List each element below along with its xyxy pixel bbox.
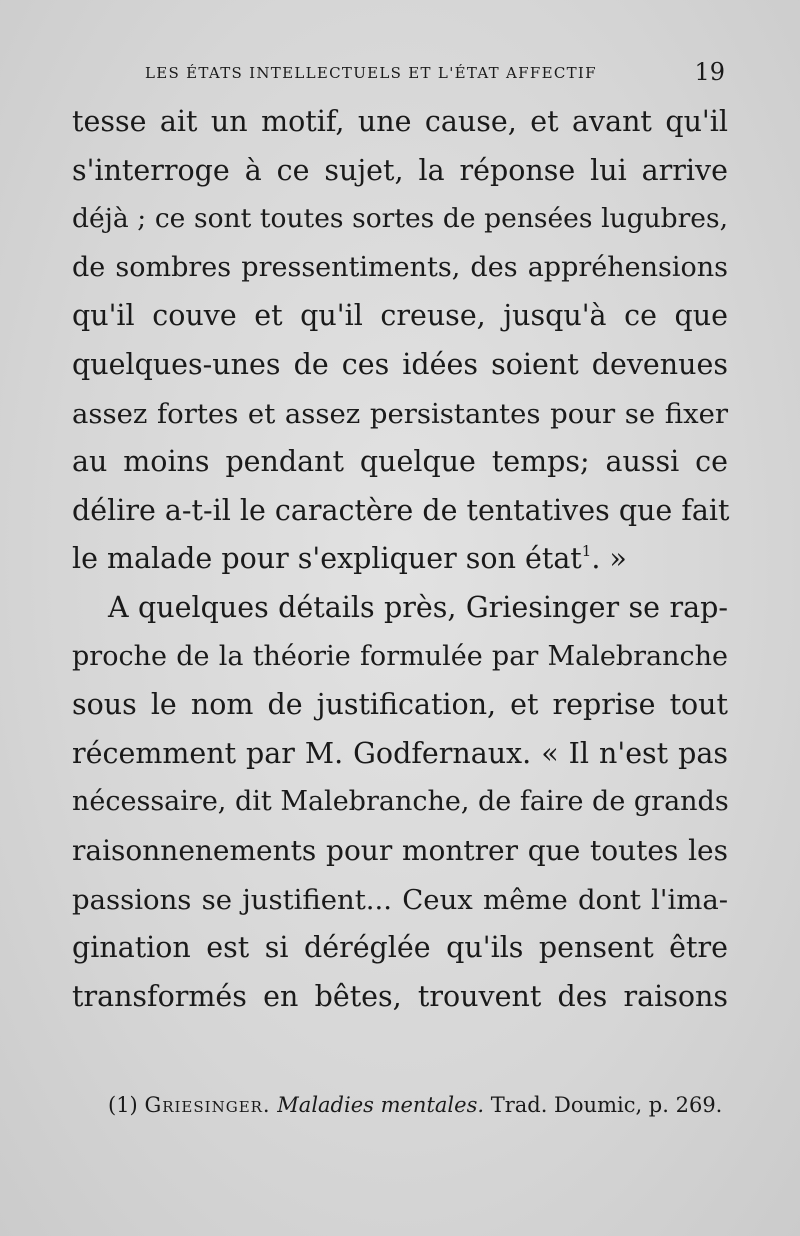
footnote-author: Griesinger. xyxy=(144,1093,271,1117)
text-line: qu'il couve et qu'il creuse, jusqu'à ce que xyxy=(72,299,728,333)
running-title: LES ÉTATS INTELLECTUELS ET L'ÉTAT AFFECTIF xyxy=(145,64,597,82)
footnote xyxy=(108,1093,728,1117)
text-line: assez fortes et assez persistantes pour se fixer xyxy=(72,397,728,430)
page-number: 19 xyxy=(694,58,725,86)
footnote-title: Maladies mentales. xyxy=(277,1093,485,1117)
footnote-reference[interactable]: 1 xyxy=(581,542,592,561)
text-line: nécessaire, dit Malebranche, de faire de grands xyxy=(72,786,729,818)
running-head xyxy=(145,58,725,88)
text-line: gination est si déréglée qu'ils pensent être xyxy=(72,931,728,965)
text-line: au moins pendant quelque temps; aussi ce xyxy=(72,445,728,479)
line-text: le malade pour s'expliquer son état xyxy=(72,542,582,576)
body-text xyxy=(72,98,728,1021)
text-line: s'interroge à ce sujet, la réponse lui arrive xyxy=(72,153,728,187)
text-line: transformés en bêtes, trouvent des raisons xyxy=(72,979,728,1013)
closing-quote: . » xyxy=(591,542,627,576)
paragraph-start-line: A quelques détails près, Griesinger se rap- xyxy=(108,590,728,624)
text-line: proche de la théorie formulée par Malebranche xyxy=(72,640,728,672)
text-line: de sombres pressentiments, des appréhensions xyxy=(72,251,728,283)
text-line: quelques-unes de ces idées soient devenues xyxy=(72,347,728,381)
text-line: déjà ; ce sont toutes sortes de pensées lugubres, xyxy=(72,203,728,235)
text-line: récemment par M. Godfernaux. « Il n'est pas xyxy=(72,736,728,770)
text-line: délire a-t-il le caractère de tentatives que fait xyxy=(72,493,730,527)
paragraph-end-line xyxy=(72,535,728,584)
text-line: raisonnenements pour montrer que toutes les xyxy=(72,833,728,867)
text-line: sous le nom de justification, et reprise tout xyxy=(72,688,728,722)
footnote-citation: Trad. Doumic, p. 269. xyxy=(490,1093,723,1117)
text-line: tesse ait un motif, une cause, et avant qu'il xyxy=(72,105,728,138)
footnote-number: (1) xyxy=(108,1093,138,1117)
text-line: passions se justifient... Ceux même dont l'ima- xyxy=(72,883,728,916)
